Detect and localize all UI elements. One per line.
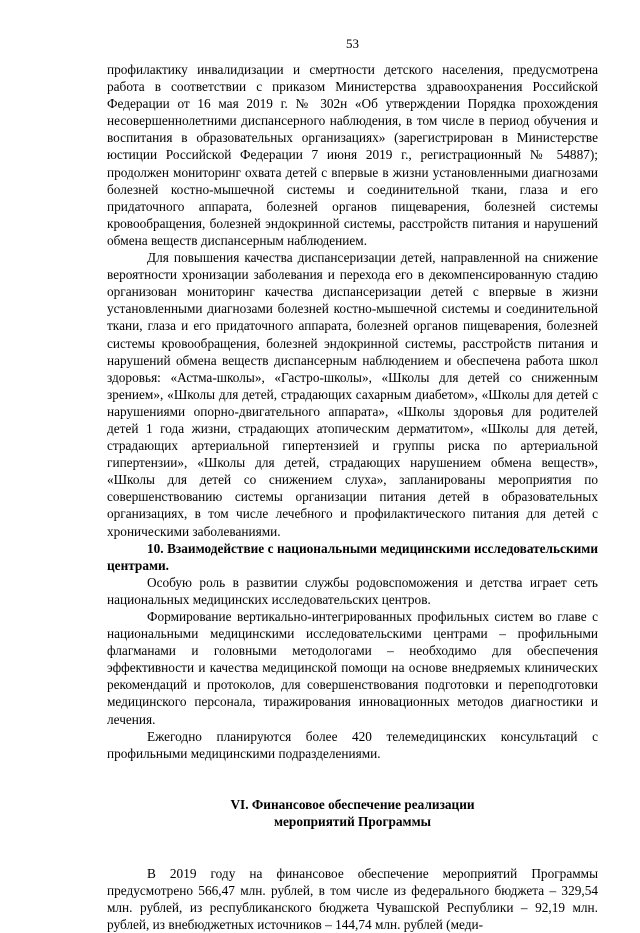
paragraph: Особую роль в развитии службы родовспоможения и детства играет сеть национальных медицинских исследовательских центров. <box>107 574 598 607</box>
section-title <box>107 796 598 830</box>
document-page <box>107 36 598 933</box>
paragraph: профилактику инвалидизации и смертности детского населения, предусмотрена работа в соответствии с приказом Министерства здравоохранения Российской Федерации от 16 мая 2019 г. № 302н «Об утверждении Порядка прохождения несовершеннолетними диспансерного наблюдения, в том числе в период обучения и воспитания в образовательных организациях» (зарегистрирован в Министерстве юстиции Российской Федерации 7 июня 2019 г., регистрационный № 54887); продолжен мониторинг охвата детей с впервые в жизни установленными диагнозами болезней костно-мышечной системы и соединительной ткани, глаза и его придаточного аппарата, болезней органов пищеварения, болезней системы кровообращения, болезней эндокринной системы, расстройств питания и нарушений обмена веществ диспансерным наблюдением. <box>107 62 598 248</box>
body-text-bottom <box>107 865 598 933</box>
paragraph: Формирование вертикально-интегрированных профильных систем во главе с национальными медицинскими исследовательскими центрами – профильными флагманами и головными методологами – необходимо для обеспечения эффективности и качества медицинской помощи на основе внедряемых клинических рекомендаций и протоколов, для совершенствования подготовки и переподготовки медицинского персонала, тиражирования инновационных методов диагностики и лечения. <box>107 609 598 727</box>
page-number: 53 <box>346 36 359 51</box>
paragraph: Ежегодно планируются более 420 телемедицинских консультаций с профильными медицинскими подразделениями. <box>107 728 598 761</box>
section-title-line: VI. Финансовое обеспечение реализации <box>230 796 475 812</box>
subsection-heading: 10. Взаимодействие с национальными медицинскими исследовательскими центрами. <box>107 540 598 573</box>
paragraph: Для повышения качества диспансеризации детей, направленной на снижение вероятности хронизации заболевания и перехода его в декомпенсированную стадию организован мониторинг качества диспансеризации детей с впервые в жизни установленными диагнозами болезней костно-мышечной системы и соединительной ткани, глаза и его придаточного аппарата, болезней органов пищеварения, болезней системы кровообращения, болезней эндокринной системы, расстройств питания и нарушений обмена веществ диспансерным наблюдением и обеспечена работа школ здоровья: «Астма-школы», «Гастро-школы», «Школы для детей со сниженным зрением», «Школы для детей, страдающих сахарным диабетом», «Школы для детей с нарушениями опорно-двигательного аппарата», «Школы здоровья для родителей детей 1 года жизни, страдающих атопическим дерматитом», «Школы для детей, страдающих артериальной гипертензией и группы риска по артериальной гипертензии», «Школы для детей, страдающих нарушением обмена веществ», «Школы для детей со снижением слуха», запланированы мероприятия по совершенствованию системы организации питания детей в образовательных организациях, в том числе лечебного и профилактического питания для детей с хроническими заболеваниями. <box>107 250 598 539</box>
paragraph: В 2019 году на финансовое обеспечение мероприятий Программы предусмотрено 566,47 млн. рублей, в том числе из федерального бюджета – 329,54 млн. рублей, из республиканского бюджета Чувашской Республики – 92,19 млн. рублей, из внебюджетных источников – 144,74 млн. рублей (меди- <box>107 866 598 933</box>
body-text-top <box>107 61 598 762</box>
section-title-line: мероприятий Программы <box>273 813 432 829</box>
